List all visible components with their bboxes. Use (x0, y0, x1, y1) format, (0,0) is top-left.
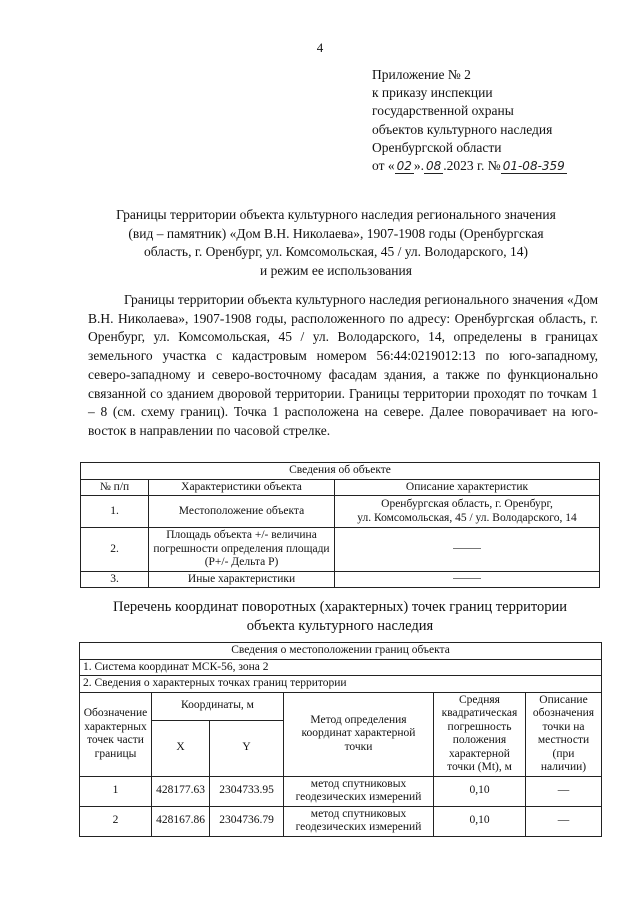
point-description: — (526, 806, 602, 836)
appendix-line: к приказу инспекции (372, 85, 493, 101)
coord-x: 428177.63 (152, 776, 210, 806)
appendix-line: Оренбургской области (372, 139, 502, 155)
column-header-x: X (152, 720, 210, 776)
coordinates-title: Перечень координат поворотных (характерных) точек границ территории объекта культурного наследия (112, 599, 568, 634)
table-caption: Сведения о местоположении границ объекта (80, 643, 602, 660)
appendix-line: объектов культурного наследия (372, 121, 553, 137)
date-year: .2023 г. № (443, 158, 501, 174)
column-header-description: Описание обозначения точки на местности (при наличии) (526, 692, 602, 776)
table-row (80, 776, 602, 806)
point-number: 1 (80, 776, 152, 806)
coord-y: 2304736.79 (210, 806, 284, 836)
column-header-designation: Обозначение характерных точек части границы (80, 692, 152, 776)
column-header: Характеристики объекта (149, 479, 335, 496)
title-line: и режим ее использования (260, 262, 412, 278)
column-header-y: Y (210, 720, 284, 776)
table-row (81, 496, 600, 528)
table-header-row (80, 692, 602, 720)
order-number: 01-08-359 (502, 159, 565, 174)
method: метод спутниковых геодезических измерений (284, 806, 434, 836)
body-paragraph: Границы территории объекта культурного наследия регионального значения «Дом В.Н. Николаева», 1907-1908 годы, расположенного по адресу: Оренбургская область, г. Оренбург, ул. Комсомольская, 45 / ул. Володарского, 14, определены в границах земельного участка с кадастровым номером 56:44:0219012:13 по юго-западному, северо-западному и северо-восточному фасадам здания, а также по функционально связанной со зданием дворовой территории. Границы территории проходят по точкам 1 – 8 (см. схему границ). Точка 1 расположена на севере. Далее поворачивает на юго-восток в направлении по часовой стрелке. (88, 292, 599, 438)
empty-dash (453, 578, 481, 579)
row-number: 3. (81, 571, 149, 588)
method: метод спутниковых геодезических измерений (284, 776, 434, 806)
column-header-accuracy: Средняя квадратическая погрешность положения характерной точки (Mt), м (434, 692, 526, 776)
column-header-coordinates: Координаты, м (152, 692, 284, 720)
document-title (76, 206, 596, 280)
row-description: Оренбургская область, г. Оренбург, ул. Комсомольская, 45 / ул. Володарского, 14 (335, 496, 600, 528)
date-separator: ». (413, 158, 425, 174)
column-header-method: Метод определения координат характерной точки (284, 692, 434, 776)
coord-y: 2304733.95 (210, 776, 284, 806)
column-header: Описание характеристик (335, 479, 600, 496)
row-number: 2. (81, 528, 149, 572)
point-description: — (526, 776, 602, 806)
appendix-header (372, 66, 622, 175)
page-number: 4 (316, 40, 324, 55)
accuracy: 0,10 (434, 776, 526, 806)
date-prefix: от « (372, 158, 395, 174)
row-number: 1. (81, 496, 149, 528)
date-day: 02 (396, 159, 412, 174)
point-number: 2 (80, 806, 152, 836)
appendix-date-line (372, 157, 622, 175)
table-row (80, 806, 602, 836)
appendix-line: государственной охраны (372, 103, 514, 119)
column-header: № п/п (81, 479, 149, 496)
title-line: область, г. Оренбург, ул. Комсомольская, 45 / ул. Володарского, 14) (144, 244, 528, 259)
row-characteristic: Иные характеристики (149, 571, 335, 588)
title-line: Границы территории объекта культурного наследия регионального значения (116, 207, 556, 222)
appendix-title: Приложение № 2 (372, 67, 471, 82)
table-row (81, 528, 600, 572)
row-characteristic: Местоположение объекта (149, 496, 335, 528)
table-row (81, 571, 600, 588)
empty-dash (453, 548, 481, 549)
coordinates-table (79, 642, 602, 837)
date-month: 08 (426, 159, 442, 174)
title-line: (вид – памятник) «Дом В.Н. Николаева», 1907-1908 годы (Оренбургская (128, 225, 544, 241)
row-description (335, 528, 600, 572)
row-description (335, 571, 600, 588)
accuracy: 0,10 (434, 806, 526, 836)
coordinate-system: 1. Система координат МСК-56, зона 2 (80, 659, 602, 676)
coord-x: 428167.86 (152, 806, 210, 836)
row-characteristic: Площадь объекта +/- величина погрешности определения площади (P+/- Дельта P) (149, 528, 335, 572)
object-info-table (80, 462, 600, 588)
table-caption: Сведения об объекте (81, 463, 600, 480)
points-caption: 2. Сведения о характерных точках границ территории (80, 676, 602, 693)
table-header-row (81, 479, 600, 496)
